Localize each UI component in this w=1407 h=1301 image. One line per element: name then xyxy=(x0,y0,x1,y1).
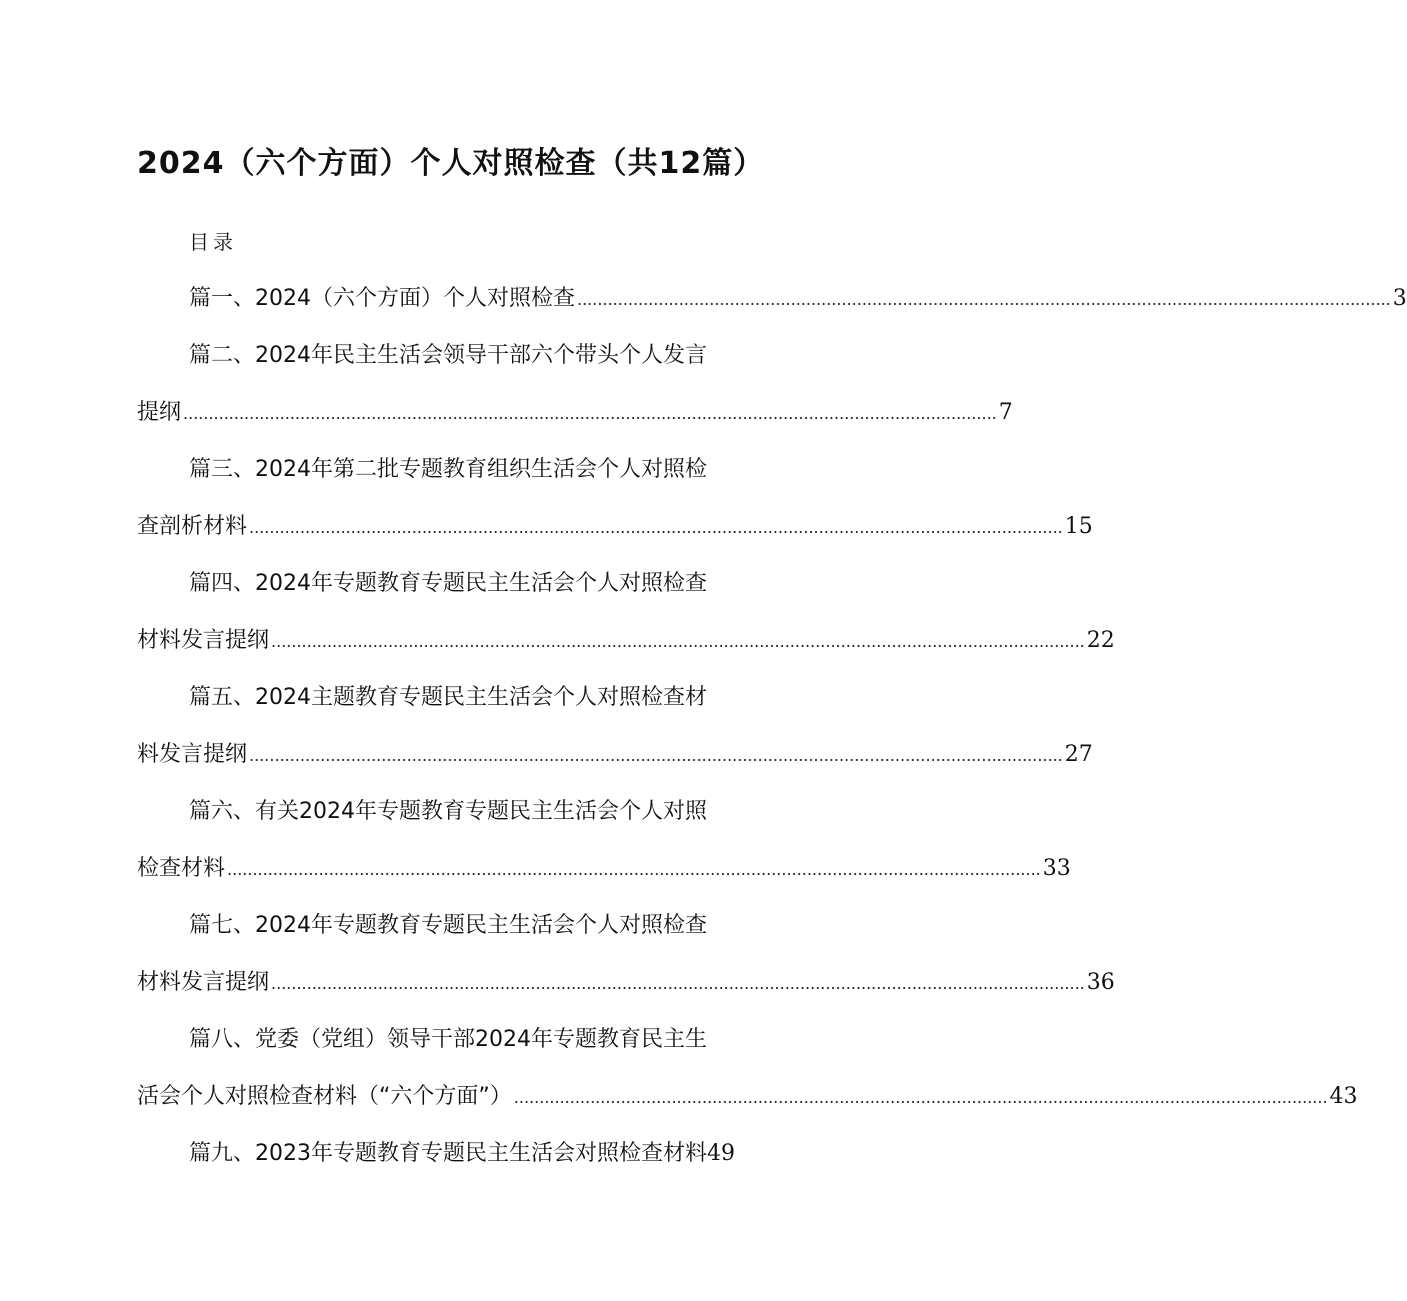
table-of-contents xyxy=(137,270,1407,1182)
toc-entry-title: 篇二、2024年民主生活会领导干部六个带头个人发言 xyxy=(189,343,707,368)
toc-leader-dots: ................................................................................................................................................................ xyxy=(249,518,1063,537)
toc-entry[interactable] xyxy=(137,1125,777,1182)
toc-entry-title-cont: 材料发言提纲 xyxy=(137,970,270,995)
document-title: 2024（六个方面）个人对照检查（共12篇） xyxy=(137,146,765,181)
toc-entry-title: 篇八、党委（党组）领导干部2024年专题教育民主生 xyxy=(189,1027,707,1052)
toc-entry[interactable] xyxy=(137,327,1013,441)
toc-entry-line xyxy=(137,726,1093,783)
toc-leader-dots: ................................................................................................................................................................ xyxy=(249,746,1063,765)
toc-entry-line xyxy=(137,1125,777,1182)
toc-entry-title-cont: 查剖析材料 xyxy=(137,514,248,539)
toc-entry-line xyxy=(137,612,1115,669)
toc-entry-line xyxy=(137,384,1013,441)
toc-entry-line xyxy=(137,270,1407,327)
toc-entry-title: 篇三、2024年第二批专题教育组织生活会个人对照检 xyxy=(189,457,707,482)
toc-entry[interactable] xyxy=(137,555,1115,669)
toc-page-number: 22 xyxy=(1086,628,1115,653)
toc-entry-title-cont: 检查材料 xyxy=(137,856,226,881)
toc-entry[interactable] xyxy=(137,270,1407,327)
toc-leader-dots: ................................................................................................................................................................ xyxy=(227,860,1041,879)
toc-leader-dots: ................................................................................................................................................................ xyxy=(183,404,997,423)
toc-entry-line xyxy=(137,498,1093,555)
toc-entry[interactable] xyxy=(137,441,1093,555)
toc-entry-title: 篇六、有关2024年专题教育专题民主生活会个人对照 xyxy=(189,799,707,824)
toc-page-number: 7 xyxy=(998,400,1013,425)
toc-entry[interactable] xyxy=(137,1011,1358,1125)
toc-page-number: 3 xyxy=(1392,286,1407,311)
toc-entry-line xyxy=(137,1068,1358,1125)
toc-entry-title-cont: 材料发言提纲 xyxy=(137,628,270,653)
toc-entry[interactable] xyxy=(137,669,1093,783)
toc-entry-line xyxy=(137,840,1071,897)
toc-entry-title: 篇五、2024主题教育专题民主生活会个人对照检查材 xyxy=(189,685,707,710)
toc-entry-title-cont: 料发言提纲 xyxy=(137,742,248,767)
toc-leader-dots: ................................................................................................................................................................ xyxy=(577,290,1391,309)
toc-leader-dots: ................................................................................................................................................................ xyxy=(513,1088,1328,1107)
toc-entry-title-cont: 活会个人对照检查材料（“六个方面”） xyxy=(137,1084,512,1109)
toc-entry[interactable] xyxy=(137,897,1115,1011)
toc-entry-title-cont: 提纲 xyxy=(137,400,182,425)
toc-leader-dots: ................................................................................................................................................................ xyxy=(271,632,1085,651)
toc-entry-title: 篇九、2023年专题教育专题民主生活会对照检查材料 xyxy=(189,1141,707,1166)
toc-entry-title: 篇四、2024年专题教育专题民主生活会个人对照检查 xyxy=(189,571,707,596)
toc-label: 目录 xyxy=(189,230,237,254)
toc-entry-title: 篇一、2024（六个方面）个人对照检查 xyxy=(189,286,575,311)
toc-page-number: 43 xyxy=(1329,1084,1358,1109)
toc-entry-title: 篇七、2024年专题教育专题民主生活会个人对照检查 xyxy=(189,913,707,938)
toc-page-number: 36 xyxy=(1086,970,1115,995)
toc-entry-line xyxy=(137,954,1115,1011)
toc-page-number: 15 xyxy=(1064,514,1093,539)
toc-leader-dots: ................................................................................................................................................................ xyxy=(271,974,1085,993)
toc-page-number: 27 xyxy=(1064,742,1093,767)
toc-entry[interactable] xyxy=(137,783,1071,897)
toc-page-number: 49 xyxy=(707,1141,735,1166)
toc-page-number: 33 xyxy=(1042,856,1071,881)
